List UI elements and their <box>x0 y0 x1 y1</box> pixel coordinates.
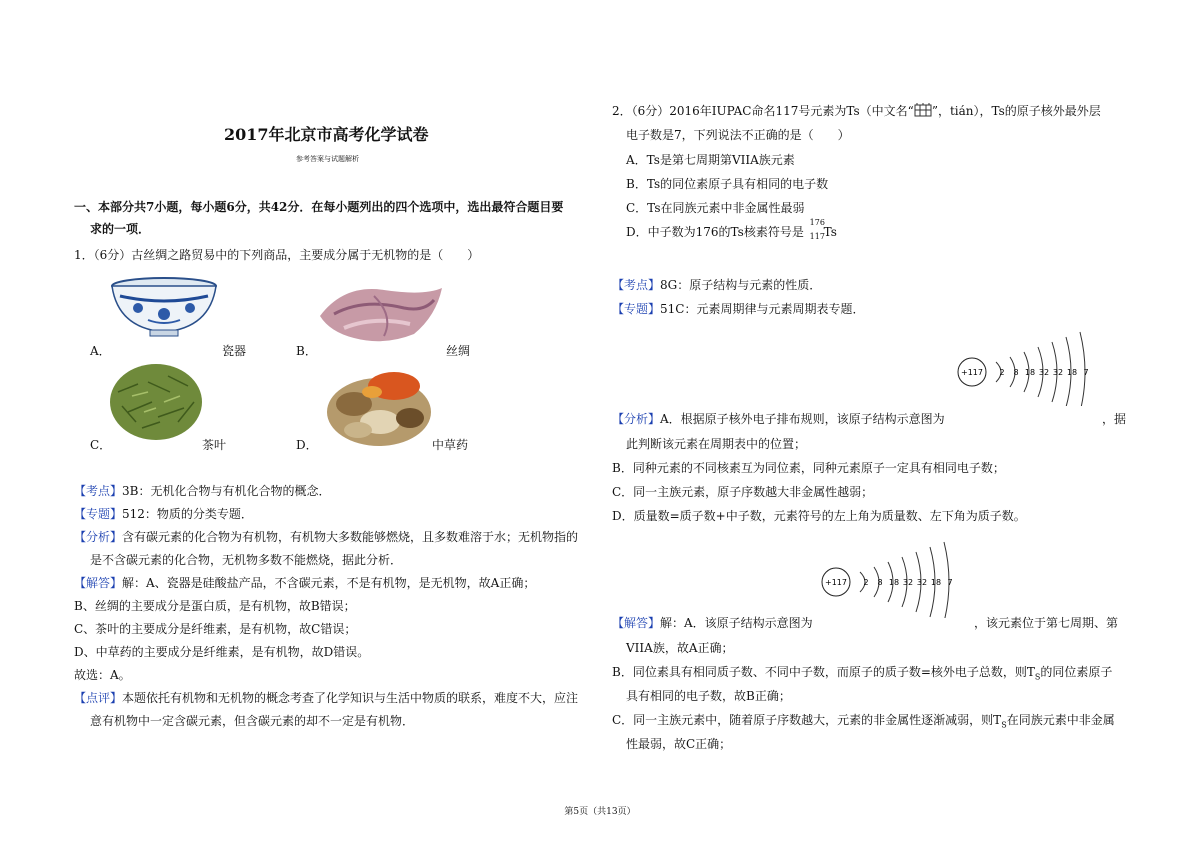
jieda-text-2a-line2: VIIA族，故A正确； <box>626 641 734 655</box>
fenxi-text-b: B．同种元素的不同核素互为同位素，同种元素原子一定具有相同电子数； <box>612 461 1005 475</box>
option-b-letter: B． <box>296 344 317 358</box>
jieda-text-2c <box>612 711 1115 729</box>
electron-count-label: 32 <box>902 578 914 587</box>
jieda-text-b: B、丝绸的主要成分是蛋白质，是有机物，故B错误； <box>74 599 356 613</box>
dianping-text: 本题依托有机物和无机物的概念考查了化学知识与生活中物质的联系，难度不大，应注 <box>122 691 579 705</box>
dianping-line <box>74 689 578 706</box>
zhuanti-tag: 【专题】 <box>74 507 123 521</box>
option-a-label: 瓷器 <box>222 344 247 358</box>
question-1: 1．（6分）古丝绸之路贸易中的下列商品，主要成分属于无机物的是（ ） <box>74 248 480 262</box>
fenxi-text-c: C．同一主族元素，原子序数越大非金属性越弱； <box>612 485 874 499</box>
q2-option-b: B．Ts的同位素原子具有相同的电子数 <box>626 177 829 191</box>
option-c-letter: C． <box>90 438 112 452</box>
nuclide-atomic: 117 <box>809 231 825 241</box>
electron-count-label: 2 <box>999 368 1005 377</box>
jieda-text-2c-end: 在同族元素中非金属 <box>1006 713 1115 727</box>
jieda-text-2b <box>612 663 1112 681</box>
jieda-text-2b-main: B．同位素具有相同质子数、不同中子数，而原子的质子数=核外电子总数，则T <box>612 665 1035 679</box>
jieda-text-a: 解：A、瓷器是硅酸盐产品，不含碳元素，不是有机物，是无机物，故A正确； <box>122 576 536 590</box>
fenxi-line <box>74 528 578 545</box>
page-title: 2017年北京市高考化学试卷 <box>224 125 429 144</box>
kaodian-tag: 【考点】 <box>74 484 123 498</box>
kaodian-text: 3B：无机化合物与有机化合物的概念． <box>122 484 331 498</box>
q2-option-d-text: D．中子数为176的Ts核素符号是 <box>626 225 804 239</box>
electron-count-label: 7 <box>947 578 953 587</box>
option-d-letter: D． <box>296 438 318 452</box>
fenxi-text-2-cont: 此判断该元素在周期表中的位置； <box>626 437 807 451</box>
jieda-tag-2: 【解答】 <box>612 616 661 630</box>
nuclide-mass: 176 <box>809 217 825 227</box>
q2-option-a: A．Ts是第七周期第VIIA族元素 <box>626 153 795 167</box>
fenxi-text: 含有碳元素的化合物为有机物，有机物大多数能够燃烧，且多数难溶于水；无机物指的 <box>122 530 579 544</box>
fenxi-text-2a: A．根据原子核外电子排布规则，该原子结构示意图为 <box>660 412 945 426</box>
ts-subscript-b: S <box>1034 672 1041 682</box>
jieda-text-2a: 解：A．该原子结构示意图为 <box>660 616 813 630</box>
electron-count-label: 8 <box>877 578 883 587</box>
dianping-tag: 【点评】 <box>74 691 123 705</box>
section-header-cont: 求的一项． <box>90 222 151 236</box>
zhuanti-tag-2: 【专题】 <box>612 302 661 316</box>
kaodian-line <box>74 482 330 499</box>
dianping-text-cont: 意有机物中一定含碳元素，但含碳元素的却不一定是有机物． <box>90 714 415 728</box>
atomic-structure-diagram-1 <box>954 326 1114 406</box>
jieda-line-2 <box>612 614 813 631</box>
jieda-text-2c-main: C．同一主族元素中，随着原子序数越大，元素的非金属性逐渐减弱，则T <box>612 713 1002 727</box>
q2-option-d <box>626 217 842 242</box>
tian-character-icon <box>914 103 932 120</box>
zhuanti-text: 512：物质的分类专题． <box>122 507 253 521</box>
kaodian-text-2: 8G：原子结构与元素的性质． <box>660 278 822 292</box>
jieda-text-d: D、中草药的主要成分是纤维素，是有机物，故D错误。 <box>74 645 370 659</box>
electron-count-label: 32 <box>1052 368 1064 377</box>
option-a-letter: A． <box>90 344 111 358</box>
jieda-text-2b-line2: 具有相同的电子数，故B正确； <box>626 689 791 703</box>
question-2 <box>612 102 1101 120</box>
option-c-label: 茶叶 <box>202 438 227 452</box>
tea-leaves-icon <box>108 362 204 442</box>
nuclide-symbol <box>808 217 842 242</box>
zhuanti-line-2 <box>612 300 864 317</box>
electron-count-label: 2 <box>863 578 869 587</box>
electron-count-label: 32 <box>916 578 928 587</box>
fenxi-line-2 <box>612 410 945 427</box>
zhuanti-line <box>74 505 253 522</box>
jieda-text-c: C、茶叶的主要成分是纤维素，是有机物，故C错误； <box>74 622 357 636</box>
kaodian-tag-2: 【考点】 <box>612 278 661 292</box>
option-d-label: 中草药 <box>432 438 469 452</box>
jieda-tag: 【解答】 <box>74 576 123 590</box>
fenxi-text-cont: 是不含碳元素的化合物，无机物多数不能燃烧，据此分析． <box>90 553 403 567</box>
fenxi-text-2b: ，据 <box>1102 412 1127 426</box>
option-b-label: 丝绸 <box>446 344 471 358</box>
porcelain-bowl-icon <box>108 276 220 338</box>
kaodian-line-2 <box>612 276 821 293</box>
electron-count-label: 18 <box>1024 368 1036 377</box>
silk-scarf-icon <box>314 276 448 346</box>
atomic-structure-diagram-2 <box>818 534 978 618</box>
question-2-text-b: ”，tián），Ts的原子核外最外层 <box>931 104 1101 118</box>
jieda-text-2a-cont: ，该元素位于第七周期、第 <box>974 616 1119 630</box>
fenxi-text-d: D．质量数=质子数+中子数，元素符号的左上角为质量数、左下角为质子数。 <box>612 509 1026 523</box>
jieda-line <box>74 574 535 591</box>
q2-option-c: C．Ts在同族元素中非金属性最弱 <box>626 201 805 215</box>
fenxi-tag: 【分析】 <box>74 530 123 544</box>
electron-count-label: 32 <box>1038 368 1050 377</box>
zhuanti-text-2: 51C：元素周期律与元素周期表专题． <box>660 302 865 316</box>
nucleus-label: +117 <box>825 578 847 587</box>
herbal-medicine-icon <box>324 364 434 450</box>
ts-subscript-c: S <box>1001 720 1007 730</box>
nucleus-label: +117 <box>961 368 983 377</box>
electron-count-label: 18 <box>930 578 942 587</box>
section-header: 一、本部分共7小题，每小题6分，共42分．在每小题列出的四个选项中，选出最符合题目要 <box>74 200 564 214</box>
question-2-cont: 电子数是7，下列说法不正确的是（ ） <box>626 128 850 142</box>
jieda-text-2c-line2: 性最弱，故C正确； <box>626 737 732 751</box>
fenxi-tag-2: 【分析】 <box>612 412 661 426</box>
question-2-text-a: 2．（6分）2016年IUPAC命名117号元素为Ts（中文名“ <box>612 104 914 118</box>
page-subtitle: 参考答案与试题解析 <box>296 155 359 163</box>
electron-count-label: 7 <box>1083 368 1089 377</box>
jieda-text-2b-end: 的同位素原子 <box>1040 665 1113 679</box>
electron-count-label: 8 <box>1013 368 1019 377</box>
answer-choice: 故选：A。 <box>74 668 131 682</box>
page-footer: 第5页（共13页） <box>564 807 636 817</box>
nuclide-letters: Ts <box>823 224 837 239</box>
electron-count-label: 18 <box>888 578 900 587</box>
electron-count-label: 18 <box>1066 368 1078 377</box>
